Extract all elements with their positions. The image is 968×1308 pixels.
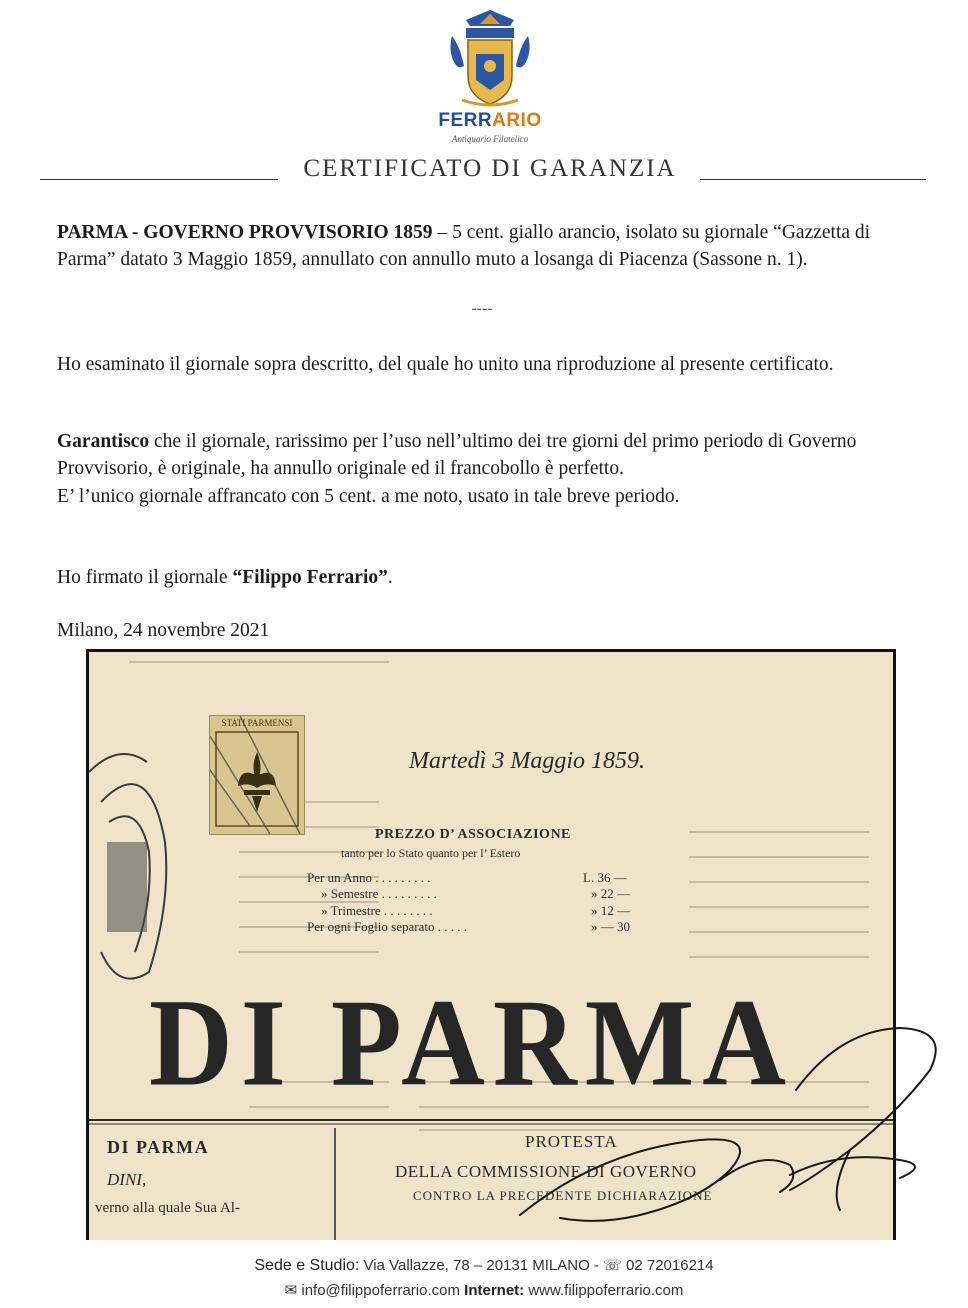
price-row-label: » Trimestre . . . . . . . . [321, 903, 433, 918]
signed-note: Ho firmato il giornale “Filippo Ferrario”. [57, 567, 393, 588]
stamp-label: STATI PARMENSI [221, 718, 293, 728]
footer-address [0, 1256, 968, 1275]
price-row-value: L. 36 — [583, 870, 627, 885]
price-row-value: » — 30 [591, 919, 630, 934]
guarantee-text: che il giornale, rarissimo per l’uso nell’ultimo dei tre giorni del primo periodo di Governo Provvisorio, è originale, ha annullo originale ed il francobollo è perfetto. [57, 431, 857, 479]
email-link[interactable]: info@filippoferrario.com [301, 1282, 460, 1299]
price-row-label: Per ogni Foglio separato . . . . . [307, 919, 467, 934]
brand-tagline: Antiquario Filatelico [451, 134, 529, 144]
certificate-title: CERTIFICATO DI GARANZIA [303, 155, 677, 182]
place-date: Milano, 24 novembre 2021 [57, 620, 270, 641]
mail-icon: ✉ [284, 1282, 298, 1299]
footer-contacts [0, 1281, 968, 1299]
article-subheading-line: CONTRO LA PRECEDENTE DICHIARAZIONE [413, 1188, 713, 1203]
website-link[interactable]: www.filippoferrario.com [528, 1282, 684, 1299]
description-text: – 5 cent. giallo arancio, isolato su giornale “Gazzetta di Parma” datato 3 Maggio 1859, annullato con annullo muto a losanga di Piacenza (Sassone n. 1). [57, 222, 871, 270]
guarantee-heading: Garantisco [57, 431, 150, 452]
title-rule-left [40, 179, 278, 180]
masthead-title: DI PARMA [149, 974, 794, 1113]
examination-paragraph: Ho esaminato il giornale sopra descritto, del quale ho unito una riproduzione al presente certificato. [57, 354, 834, 375]
subscription-subtitle: tanto per lo Stato quanto per l’ Estero [341, 846, 521, 860]
internet-label: Internet: [464, 1282, 525, 1299]
price-row-label: » Semestre . . . . . . . . . [321, 886, 437, 901]
description-paragraph [57, 219, 917, 273]
guarantee-paragraph [57, 428, 917, 482]
separator: ---- [471, 300, 493, 317]
price-row-value: » 12 — [591, 903, 630, 918]
newspaper-date: Martedì 3 Maggio 1859. [409, 748, 645, 774]
article-subheading: DELLA COMMISSIONE DI GOVERNO [395, 1162, 697, 1181]
signed-name: “Filippo Ferrario” [232, 567, 388, 588]
office-label: Sede e Studio: [254, 1257, 360, 1274]
coat-of-arms-icon [446, 10, 534, 108]
title-rule-right [700, 179, 926, 180]
article-heading: PROTESTA [525, 1132, 618, 1151]
price-row-value: » 22 — [591, 886, 630, 901]
unique-note: E’ l’unico giornale affrancato con 5 cent. a me noto, usato in tale breve periodo. [57, 486, 680, 507]
brand-name: FERRARIO [438, 110, 542, 131]
newspaper-image [86, 649, 896, 1240]
subscription-title: PREZZO D’ ASSOCIAZIONE [375, 827, 571, 842]
fleur-de-lis-icon [210, 716, 304, 834]
office-address: Via Vallazze, 78 – 20131 MILANO - ☏ 02 72016214 [363, 1257, 714, 1274]
left-column-line: verno alla quale Sua Al- [95, 1200, 240, 1216]
left-column-heading: DI PARMA [107, 1137, 210, 1157]
ferrario-logo [432, 10, 548, 152]
description-heading: PARMA - GOVERNO PROVVISORIO 1859 [57, 222, 433, 243]
left-column-line: DINI, [107, 1170, 147, 1189]
price-row-label: Per un Anno . . . . . . . . . [307, 870, 431, 885]
postage-stamp [209, 715, 305, 835]
